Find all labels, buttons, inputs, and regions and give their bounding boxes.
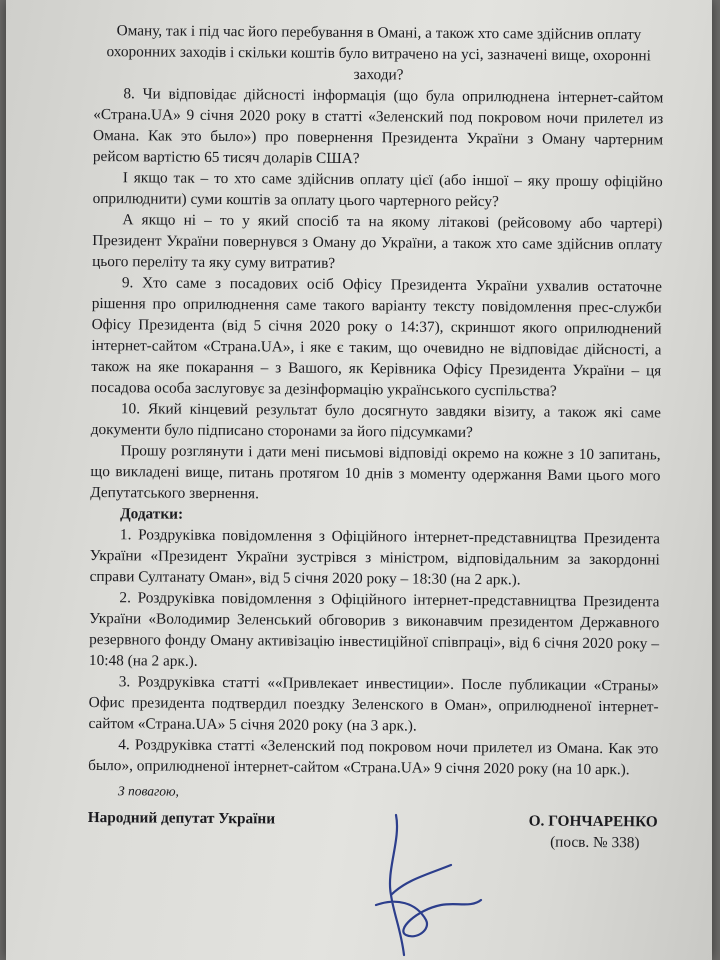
position-title: Народний депутат України xyxy=(87,808,276,828)
certificate-number: (посв. № 338) xyxy=(550,833,640,852)
document-page xyxy=(6,0,712,960)
question-8-followup-a: І якщо так – то хто саме здійснив оплату цієї (або іншої – яку прошу офіційно оприлюднити) суми коштів за оплату цього чартерного рейсу? xyxy=(92,169,663,211)
continuation-paragraph: Оману, так і під час його перебування в Омані, а також хто саме здійснив оплату охоронних заходів і скільки коштів було витрачено на усі, зазначені вище, охоронні заходи? xyxy=(106,22,651,84)
attachment-2: 2. Роздруківка повідомлення з Офіційного інтернет-представництва Президента України «Володимир Зеленський обговорив з виконавчим президентом Державного резервного фонду Оману активізацію інвестиційної співпраці», від 6 січня 2020 року – 10:48 (на 2 арк.). xyxy=(88,589,660,670)
handwritten-signature-icon xyxy=(356,810,496,960)
attachments-title: Додатки: xyxy=(120,505,184,523)
attachment-1: 1. Роздруківка повідомлення з Офіційного інтернет-представництва Президента України «Президент України зустрівся з міністром, відповідальним за закордонні справи Султанату Оман», від 5 січня 2020 року – 18:30 (на 2 арк.). xyxy=(89,526,661,589)
attachment-3: 3. Роздруківка статті ««Привлекает инвестиции». После публикации «Страны» Офис президента подтвердил поездку Зеленского в Оман», оприлюдненої інтернет-сайтом «Страна.UA» 5 січня 2020 року (на 3 арк.). xyxy=(88,673,659,735)
signer-name: О. ГОНЧАРЕНКО xyxy=(528,812,658,831)
question-8-followup-b: А якщо ні – то у який спосіб та на якому літакові (рейсовому або чартері) Президент України повернувся з Оману до України, а також хто саме здійснив оплату цього переліту та яку суму витратив? xyxy=(92,211,663,272)
document-body xyxy=(87,20,663,853)
question-8: 8. Чи відповідає дійсності інформація (що була оприлюднена інтернет-сайтом «Страна.UA» 9 січня 2020 року в статті «Зеленский под покровом ночи прилетел из Омана. Как это было») про повернення Президента України з Оману чартерним рейсом вартістю 65 тисяч доларів США? xyxy=(92,85,664,168)
regards-line: З повагою, xyxy=(117,783,180,799)
question-9: 9. Хто саме з посадових осіб Офісу Президента України ухвалив остаточне рішення про оприлюднення саме такого варіанту тексту повідомлення прес-служби Офісу Президента (від 5 січня 2020 року о 14:37), скриншот якого оприлюднений інтернет-сайтом «Страна.UA», і яке є таким, що очевидно не відповідає дійсності, а також на яке покарання – з Вашого, як Керівника Офісу Президента України – ця посадова особа заслуговує за дезінформацію українського суспільства? xyxy=(91,274,662,400)
request-paragraph: Прошу розглянути і дати мені письмові відповіді окремо на кожне з 10 запитань, що викладені вище, питань протягом 10 днів з моменту одержання Вами цього мого Депутатського звернення. xyxy=(90,442,661,503)
question-10: 10. Який кінцевий результат було досягнуто завдяки візиту, а також які саме документи було підписано сторонами за його підсумками? xyxy=(90,400,661,441)
attachment-4: 4. Роздруківка статті «Зеленский под покровом ночи прилетел из Омана. Как это было», оприлюдненої інтернет-сайтом «Страна.UA» 9 січня 2020 року (на 10 арк.). xyxy=(88,736,659,779)
